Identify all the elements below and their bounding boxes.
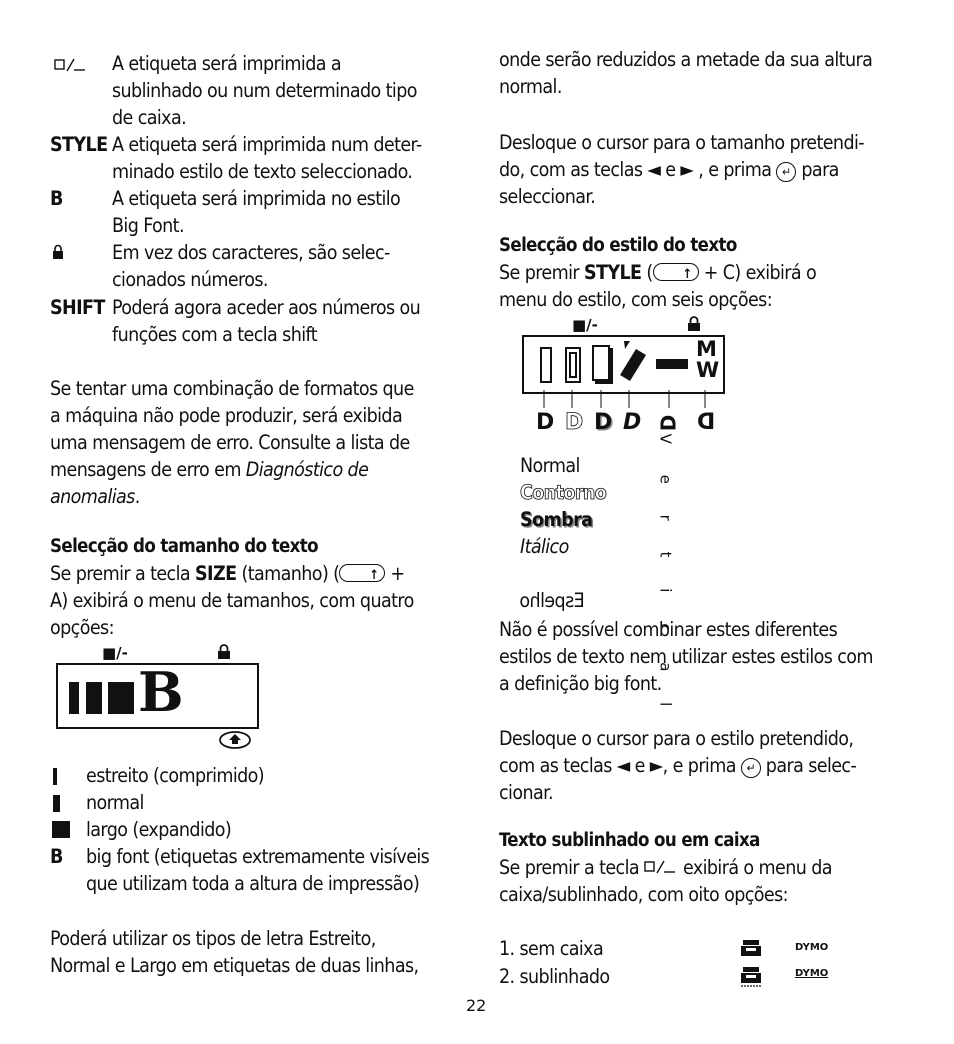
size-option-wide: largo (expandido) (86, 818, 232, 841)
size-big-glyph: B (138, 660, 184, 724)
label-print-underline-icon (741, 966, 761, 988)
size-narrow-glyph (69, 682, 79, 714)
page-number: 22 (466, 996, 487, 1015)
style-letter-outline: D (565, 410, 584, 435)
enter-key-icon: ↵ (741, 758, 761, 778)
size-lcd-lock-icon (217, 644, 231, 660)
term-shift-definition: Poderá agora aceder aos números ou funções com a tecla shift (112, 296, 421, 346)
size-paragraph: Se premir a tecla SIZE (tamanho) (↑ + A) exibirá o menu de tamanhos, com quatro opções: (50, 560, 414, 641)
shift-key-icon (653, 263, 699, 281)
box-option-1: 1. sem caixa (499, 937, 604, 960)
cursor-paragraph-2: Desloque o cursor para o estilo pretendido, com as teclas ◄ e ►, e prima ↵ para selec- cionar. (499, 727, 857, 804)
narrow-icon (53, 768, 57, 785)
style-lcd-display (522, 335, 725, 394)
term-lock-definition: Em vez dos caracteres, são selec- cionados números. (112, 241, 390, 291)
size-lcd-box-indicator: ■/- (102, 644, 128, 662)
term-style: STYLE (50, 133, 108, 156)
box-option-2-sample: DYMO (795, 968, 829, 979)
style-letter-shadow: D (594, 410, 613, 435)
normal-icon (53, 795, 60, 812)
style-mirror-glyph: M W (696, 337, 720, 382)
term-style-definition: A etiqueta será imprimida num deter- minado estilo de texto seleccionado. (112, 133, 422, 183)
size-option-big-term: B (50, 845, 63, 868)
closing-paragraph: Poderá utilizar os tipos de letra Estreito, Normal e Largo em etiquetas de duas linhas, (50, 927, 419, 977)
intro-paragraph: onde serão reduzidos a metade da sua altura normal. (499, 48, 873, 98)
term-shift: SHIFT (50, 296, 105, 319)
style-outline-glyph (565, 347, 581, 383)
style-lcd-connectors (522, 390, 722, 410)
size-wide-glyph (108, 682, 134, 714)
style-shadow-glyph (592, 345, 610, 381)
term-big-definition: A etiqueta será imprimida no estilo Big Font. (112, 187, 401, 237)
style-name-mirror: Espelho (520, 589, 585, 612)
size-heading: Selecção do tamanho do texto (50, 536, 318, 557)
style-letter-mirror: D (697, 410, 716, 435)
style-lcd-box-indicator: ■/- (572, 316, 598, 334)
size-option-narrow: estreito (comprimido) (86, 764, 265, 787)
box-underline-icon (54, 58, 88, 74)
style-normal-glyph (540, 347, 552, 383)
style-italic-glyph (616, 337, 650, 387)
size-option-normal: normal (86, 791, 144, 814)
term-box-definition: A etiqueta será imprimida a sublinhado ou num determinado tipo de caixa. (112, 52, 417, 129)
cursor-paragraph: Desloque o cursor para o tamanho pretendi- do, com as teclas ◄ e ► , e prima ↵ para seleccionar. (499, 131, 864, 208)
style-heading: Selecção do estilo do texto (499, 235, 737, 256)
box-option-2: 2. sublinhado (499, 965, 610, 988)
box-paragraph: Se premir a tecla exibirá o menu da caixa/sublinhado, com oito opções: (499, 856, 832, 906)
size-normal-glyph (86, 682, 102, 714)
style-name-normal: Normal (520, 454, 580, 477)
enter-key-icon: ↵ (776, 162, 796, 182)
combine-paragraph: Não é possível combinar estes diferentes estilos de texto nem utilizar estes estilos com a definição big font. (499, 618, 873, 695)
shift-key-icon (339, 564, 385, 582)
wide-icon (52, 821, 70, 838)
style-name-outline: Contorno (520, 481, 607, 504)
style-name-vertical: V e r t i c a l (656, 433, 675, 720)
box-underline-icon (644, 860, 678, 876)
size-lcd-display (56, 660, 259, 729)
style-letter-vertical: D (656, 414, 681, 432)
style-name-shadow: Sombra (520, 508, 593, 531)
error-paragraph: Se tentar uma combinação de formatos que a máquina não pode produzir, será exibida uma mensagem de erro. Consulte a lista de mensagens de erro em Diagnóstico de anomalias. (50, 377, 414, 508)
box-option-1-sample: DYMO (795, 942, 829, 953)
style-letter-italic: D (623, 410, 642, 435)
style-vertical-glyph (656, 359, 688, 369)
lcd-shift-indicator-icon (218, 730, 252, 750)
term-big: B (50, 187, 63, 210)
style-name-italic: Itálico (520, 535, 569, 558)
lock-icon (52, 244, 64, 260)
style-lcd-lock-icon (687, 316, 701, 332)
style-letter-normal: D (536, 410, 555, 435)
style-paragraph: Se premir STYLE (↑ + C) exibirá o menu do estilo, com seis opções: (499, 259, 816, 313)
label-print-icon (741, 939, 761, 957)
size-option-big: big font (etiquetas extremamente visíveis que utilizam toda a altura de impressão) (86, 845, 430, 895)
box-heading: Texto sublinhado ou em caixa (499, 830, 760, 851)
